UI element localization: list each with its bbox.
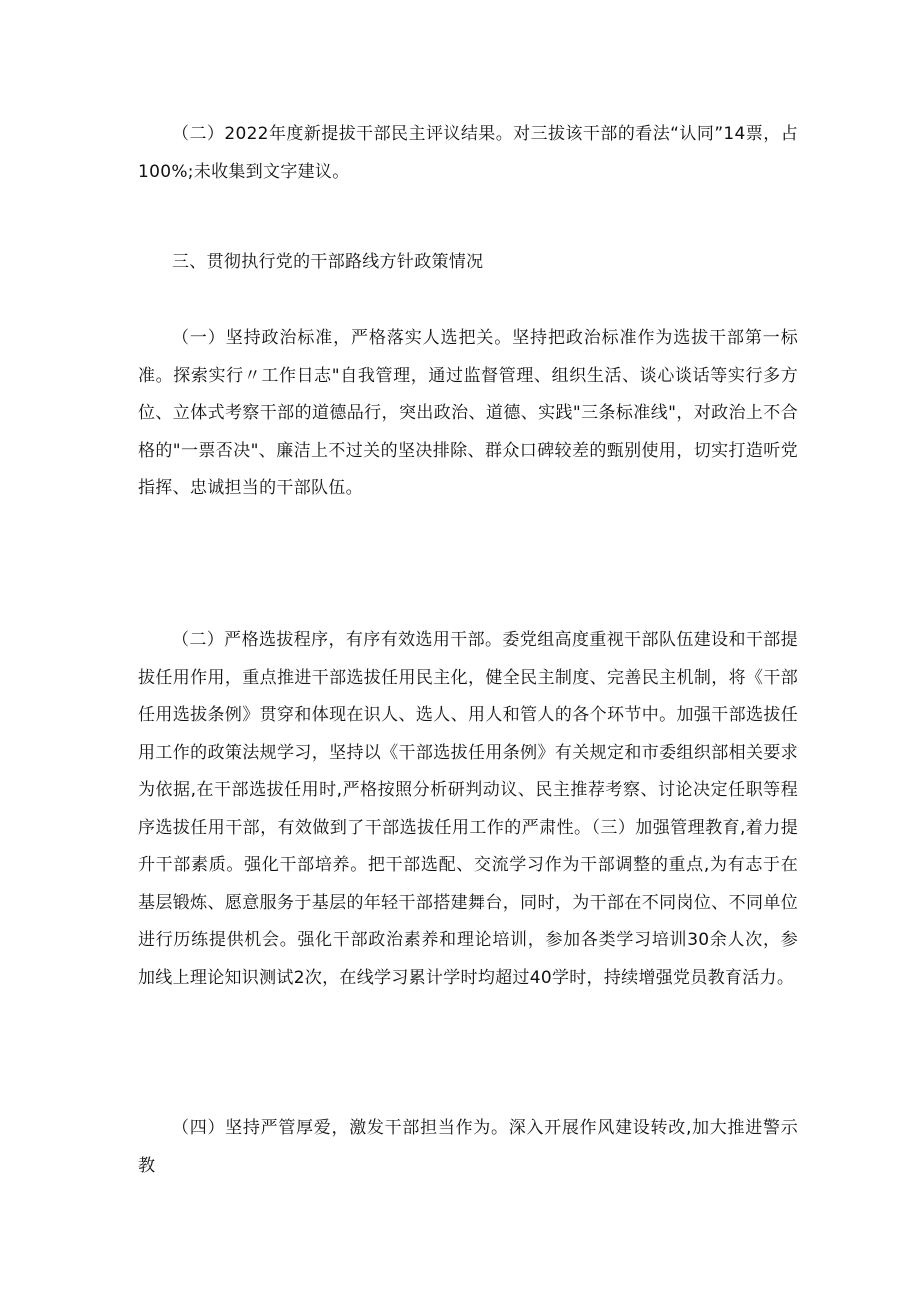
paragraph-democratic-evaluation: （二）2022年度新提拔干部民主评议结果。对三拔该干部的看法“认同”14票，占100%;未收集到文字建议。 [138,124,798,182]
paragraph-strict-management: （四）坚持严管厚爱，激发干部担当作为。深入开展作风建设转改,加大推进警示教 [138,1118,798,1176]
section-heading-cadre-policy: 三、贯彻执行党的干部路线方针政策情况 [172,252,484,272]
paragraph-political-standard: （一）坚持政治标准，严格落实人选把关。坚持把政治标准作为选拔干部第一标准。探索实行〃工作日志"自我管理，通过监督管理、组织生活、谈心谈话等实行多方位、立体式考察干部的道德品行，突出政治、道德、实践"三条标准线"，对政治上不合格的"一票否决"、廉洁上不过关的坚决排除、群众口碑较差的甄别使用，切实打造听党指挥、忠诚担当的干部队伍。 [138,328,798,498]
paragraph-selection-procedure: （二）严格选拔程序，有序有效选用干部。委党组高度重视干部队伍建设和干部提拔任用作用，重点推进干部选拔任用民主化，健全民主制度、完善民主机制，将《干部任用选拔条例》贯穿和体现在识人、选人、用人和管人的各个环节中。加强干部选拔任用工作的政策法规学习，坚持以《干部选拔任用条例》有关规定和市委组织部相关要求为依据,在干部选拔任用时,严格按照分析研判动议、民主推荐考察、讨论决定任职等程序选拔任用干部，有效做到了干部选拔任用工作的严肃性。（三）加强管理教育,着力提升干部素质。强化干部培养。把干部选配、交流学习作为干部调整的重点,为有志于在基层锻炼、愿意服务于基层的年轻干部搭建舞台，同时，为干部在不同岗位、不同单位进行历练提供机会。强化干部政治素养和理论培训，参加各类学习培训30余人次，参加线上理论知识测试2次，在线学习累计学时均超过40学时，持续增强党员教育活力。 [138,630,798,988]
